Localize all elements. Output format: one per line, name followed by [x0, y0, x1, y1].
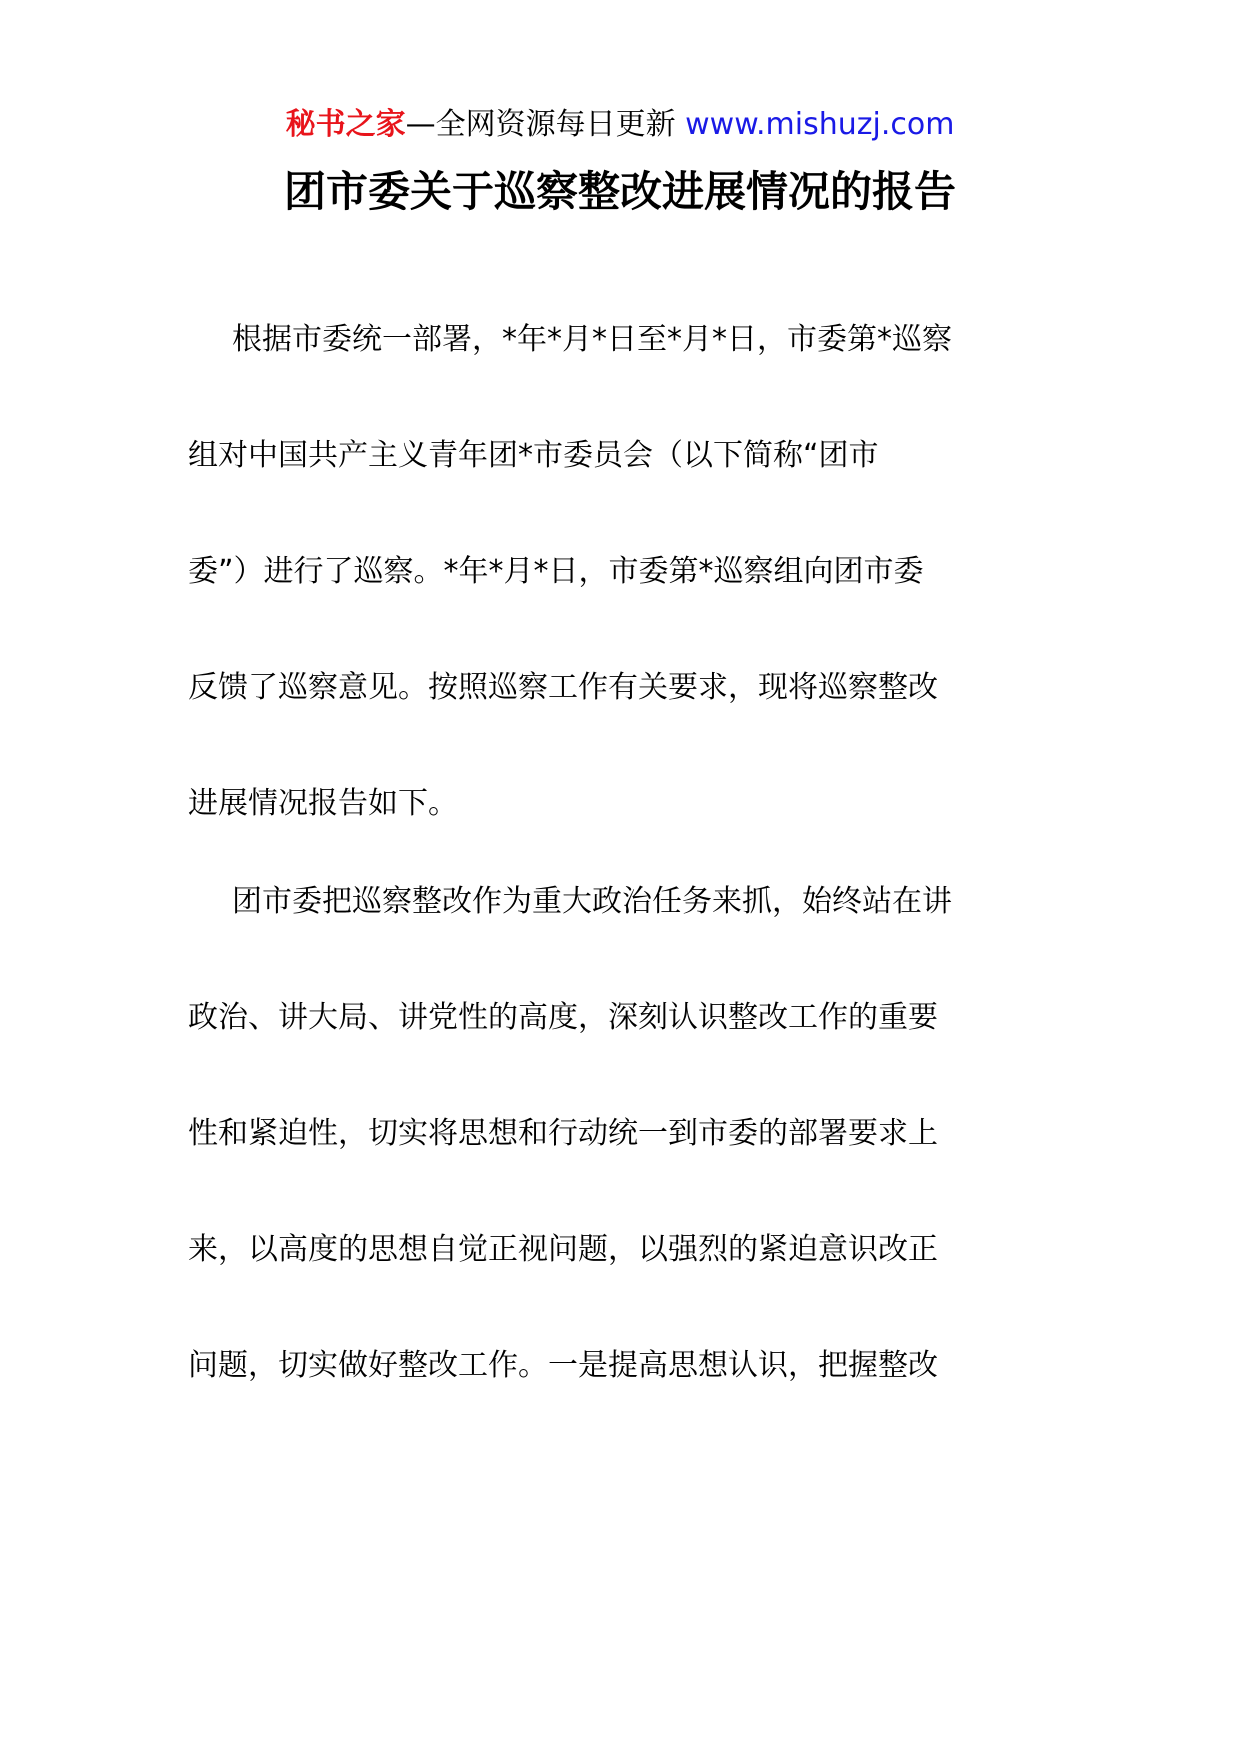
paragraph-2-line-2: 政治、讲大局、讲党性的高度，深刻认识整改工作的重要: [188, 1000, 938, 1035]
document-title: 团市委关于巡察整改进展情况的报告: [283, 167, 956, 216]
paragraph-2-line-3: 性和紧迫性，切实将思想和行动统一到市委的部署要求上: [188, 1116, 938, 1151]
site-brand: 秘书之家: [285, 107, 406, 142]
paragraph-1-line-3: 委”）进行了巡察。*年*月*日，市委第*巡察组向团市委: [188, 554, 924, 589]
site-header: [0, 103, 1240, 147]
site-url-link[interactable]: www.mishuzj.com: [685, 107, 955, 142]
paragraph-1-line-1: 根据市委统一部署，*年*月*日至*月*日，市委第*巡察: [232, 322, 952, 357]
paragraph-1-line-4: 反馈了巡察意见。按照巡察工作有关要求，现将巡察整改: [188, 670, 938, 705]
paragraph-1-line-5: 进展情况报告如下。: [188, 786, 458, 821]
paragraph-1-line-2: 组对中国共产主义青年团*市委员会（以下简称“团市: [188, 438, 879, 473]
paragraph-2-line-1: 团市委把巡察整改作为重大政治任务来抓，始终站在讲: [232, 884, 952, 919]
paragraph-2-line-5: 问题，切实做好整改工作。一是提高思想认识，把握整改: [188, 1348, 938, 1383]
site-tagline: —全网资源每日更新: [405, 107, 686, 142]
paragraph-2-line-4: 来，以高度的思想自觉正视问题，以强烈的紧迫意识改正: [188, 1232, 938, 1267]
